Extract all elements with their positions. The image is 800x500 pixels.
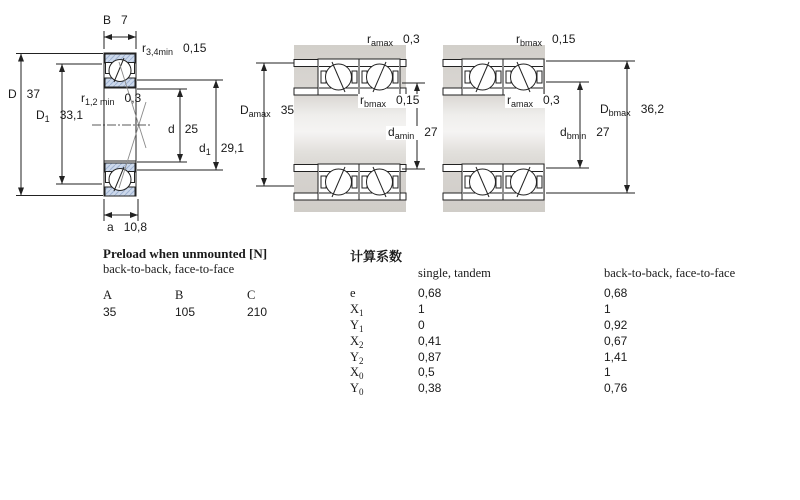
dim-value: 33,1 (59, 108, 84, 122)
dim-subscript: 1 (44, 114, 50, 124)
dim-label-ramax-middle (367, 33, 420, 47)
dim-subscript: 1,2 min (85, 97, 115, 107)
dim-label-D (8, 88, 40, 101)
factors-col1-header: single, tandem (418, 266, 491, 280)
dim-value: 35 (280, 103, 295, 117)
factor-subscript: 0 (359, 387, 364, 398)
dim-subscript: amax (248, 109, 271, 119)
factor-col1-value: 0,5 (418, 365, 435, 380)
factor-col2-value: 0,92 (604, 317, 628, 332)
dim-value: 36,2 (640, 102, 665, 116)
dim-label-rbmax-middle (358, 94, 421, 108)
dim-value: 0,15 (396, 93, 420, 107)
dim-label-d1 (199, 142, 244, 156)
dim-value: 27 (596, 125, 610, 139)
dim-symbol: r (142, 41, 146, 55)
dim-symbol: r (360, 93, 364, 107)
factor-subscript: 0 (359, 371, 364, 382)
dim-label-r34min (142, 42, 206, 56)
factor-subscript: 2 (359, 355, 364, 366)
factor-col1-value: 0,41 (418, 333, 442, 348)
factor-col2-value: 1 (604, 301, 611, 316)
preload-col-a: A (103, 288, 113, 302)
dim-symbol: d (560, 125, 567, 139)
factor-col2-value: 0,76 (604, 381, 628, 396)
dim-value: 37 (26, 87, 41, 101)
factor-symbol: e (350, 286, 356, 300)
factors-col2-header: back-to-back, face-to-face (604, 266, 736, 280)
dim-label-r12min (81, 92, 141, 106)
factor-col1-value: 0,87 (418, 349, 442, 364)
factor-subscript: 1 (359, 307, 364, 318)
dim-value: 7 (121, 13, 128, 27)
dim-subscript: amin (394, 131, 415, 141)
dim-value: 0,15 (552, 32, 576, 46)
dim-label-Damax (240, 104, 294, 118)
dim-subscript: bmin (566, 131, 587, 141)
dim-symbol: r (507, 93, 511, 107)
dim-subscript: amax (511, 99, 534, 109)
dim-symbol: r (367, 32, 371, 46)
factor-row-label (350, 366, 418, 380)
factor-symbol: Y (350, 317, 360, 332)
dim-symbol: d (199, 141, 206, 155)
factor-row-label (350, 287, 418, 301)
factor-row-label (350, 319, 418, 333)
dim-subscript: bmax (364, 99, 387, 109)
factor-symbol: X (350, 301, 360, 316)
dim-symbol: d (388, 125, 395, 139)
dim-symbol: r (516, 32, 520, 46)
factor-col1-value: 0 (418, 317, 425, 332)
factors-table (350, 287, 764, 398)
factors-title: 计算系数 (350, 249, 403, 264)
preload-col-c: C (247, 288, 256, 302)
dim-label-a (107, 221, 147, 234)
dim-subscript: amax (371, 38, 394, 48)
preload-subtitle: back-to-back, face-to-face (103, 262, 235, 276)
preload-value-c: 210 (247, 305, 268, 319)
dim-subscript: bmax (608, 108, 631, 118)
dim-symbol: r (81, 91, 85, 105)
factor-row-label (350, 335, 418, 349)
dim-value: 0,3 (543, 93, 560, 107)
dim-label-d (168, 123, 198, 136)
factor-subscript: 1 (359, 323, 364, 334)
preload-header-row (103, 288, 319, 303)
dim-symbol: D (8, 87, 17, 101)
dim-label-ramax-right (505, 94, 562, 108)
dim-symbol: D (36, 108, 45, 122)
factor-col1-value: 0,38 (418, 381, 442, 396)
preload-title: Preload when unmounted [N] (103, 246, 268, 261)
factor-row-label (350, 303, 418, 317)
preload-col-b: B (175, 288, 184, 302)
dim-symbol: B (103, 13, 112, 27)
dim-value: 29,1 (220, 141, 245, 155)
dim-symbol: D (240, 103, 249, 117)
dim-label-rbmax-right (516, 33, 575, 47)
factor-col1-value: 1 (418, 301, 425, 316)
preload-value-a: 35 (103, 305, 117, 319)
factor-row-label (350, 382, 418, 396)
dim-value: 27 (424, 125, 438, 139)
dim-subscript: 3,4min (146, 47, 174, 57)
factor-col2-value: 1,41 (604, 349, 628, 364)
dim-value: 25 (184, 122, 199, 136)
factor-symbol: X (350, 333, 360, 348)
factor-symbol: Y (350, 349, 360, 364)
dim-value: 0,15 (183, 41, 207, 55)
dim-value: 0,3 (403, 32, 420, 46)
dim-label-D1 (36, 109, 83, 123)
dim-label-damin (386, 126, 440, 140)
dim-symbol: a (107, 220, 114, 234)
factor-symbol: Y (350, 381, 360, 396)
factor-col2-value: 0,67 (604, 333, 628, 348)
preload-value-b: 105 (175, 305, 196, 319)
factor-col2-value: 0,68 (604, 286, 628, 300)
dim-symbol: d (168, 122, 175, 136)
factor-row-label (350, 351, 418, 365)
factor-symbol: X (350, 365, 360, 380)
dim-label-Dbmax (600, 103, 664, 117)
dim-value: 10,8 (123, 220, 148, 234)
preload-value-row (103, 305, 319, 319)
dim-label-B (103, 14, 128, 27)
factor-col1-value: 0,68 (418, 286, 442, 300)
dim-subscript: bmax (520, 38, 543, 48)
dim-subscript: 1 (205, 147, 211, 157)
dim-label-dbmin (560, 126, 610, 140)
factor-col2-value: 1 (604, 365, 611, 380)
factor-subscript: 2 (359, 339, 364, 350)
dim-symbol: D (600, 102, 609, 116)
dim-value: 0,3 (124, 91, 142, 105)
